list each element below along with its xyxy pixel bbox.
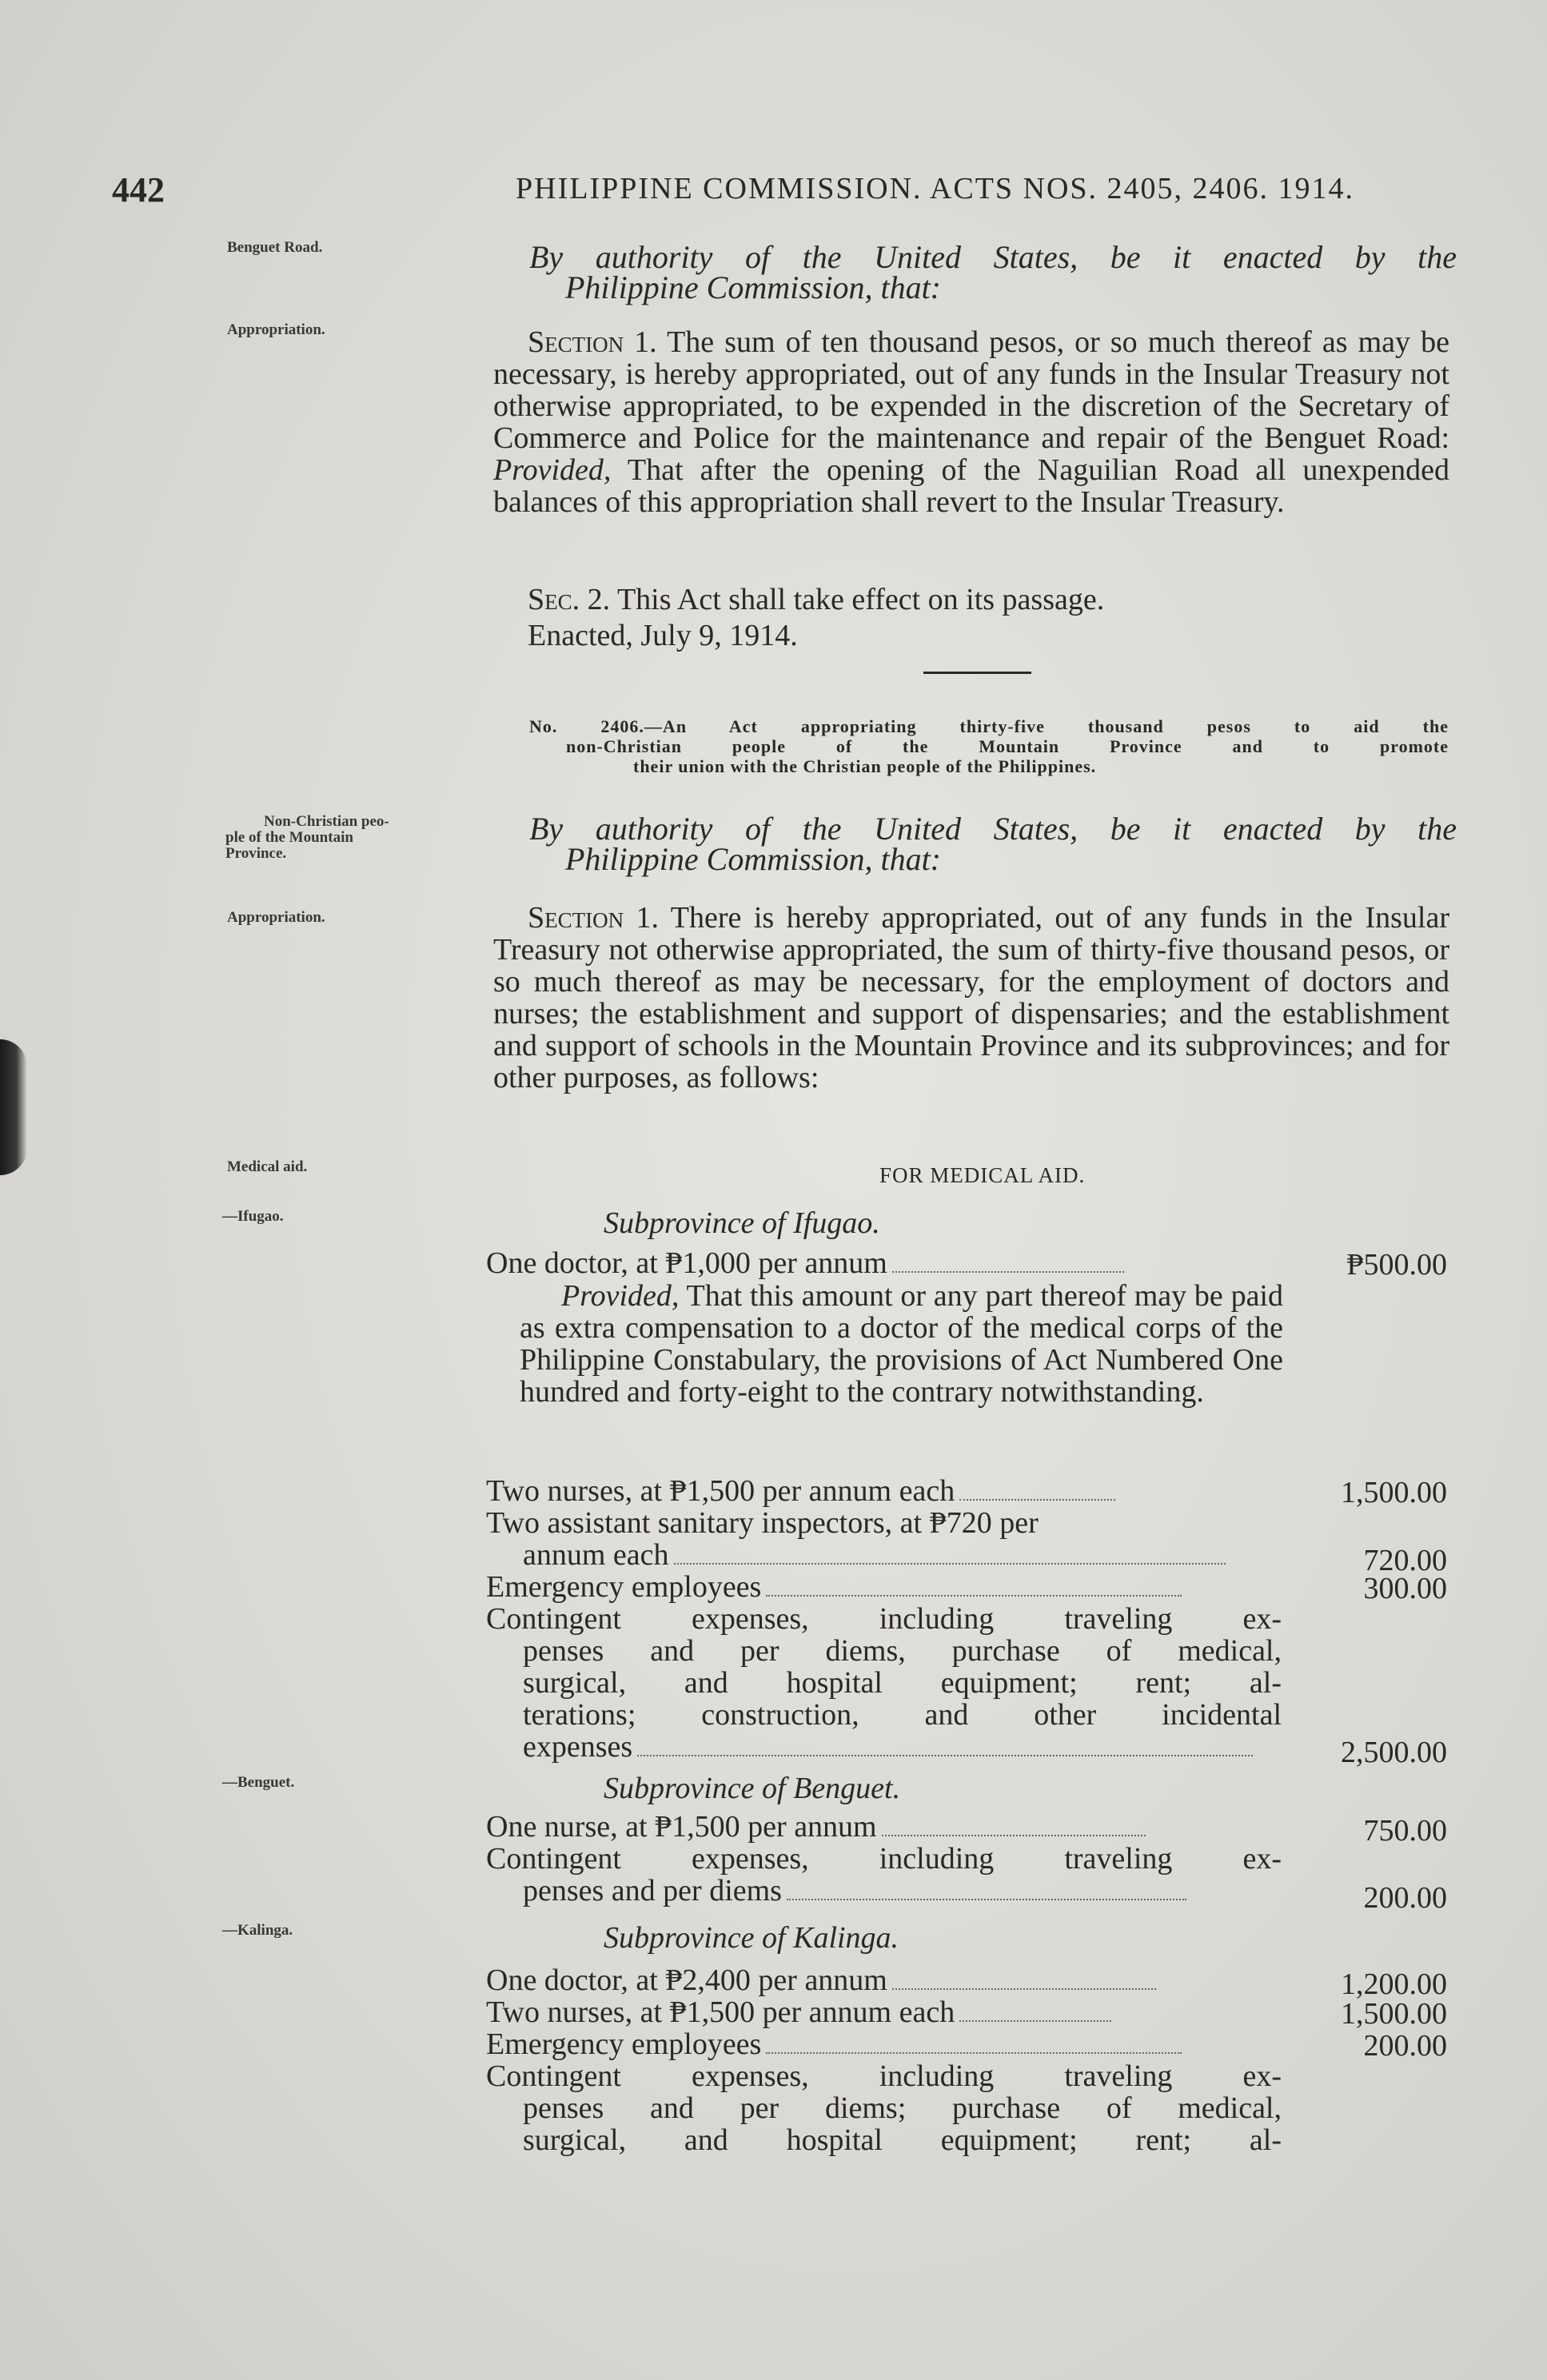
enacted-date: Enacted, July 9, 1914. bbox=[528, 619, 798, 652]
title-line: No. 2406.—An Act appropriating thirty-five thousand pesos to aid the bbox=[529, 716, 1449, 736]
subprovince-ifugao-heading: Subprovince of Ifugao. bbox=[604, 1206, 880, 1240]
item-label-cont bbox=[486, 1731, 1282, 1763]
item-label: penses and per diems; purchase of medical, bbox=[523, 2091, 1282, 2125]
dot-leader bbox=[959, 1499, 1115, 1501]
amount-kalinga-emergency: 200.00 bbox=[1363, 2029, 1447, 2063]
section-divider bbox=[923, 672, 1031, 674]
provided-label: Provided, bbox=[493, 453, 612, 487]
item-label: Emergency employees bbox=[486, 2027, 762, 2061]
amount-ifugao-inspectors: 720.00 bbox=[1363, 1544, 1447, 1577]
amount-ifugao-nurses: 1,500.00 bbox=[1341, 1476, 1447, 1509]
provided-label: Provided, bbox=[561, 1279, 680, 1313]
dot-leader bbox=[766, 2052, 1182, 2054]
running-header: PHILIPPINE COMMISSION. ACTS NOS. 2405, 2406. 1914. bbox=[516, 172, 1355, 205]
section-text: There is hereby appropriated, out of any funds in the Insular Treasury not otherwise appropriated, the sum of thirty-five thousand pesos, or so much thereof as may be necessary, for the employment of doctors and nurses; the establishment and support of dispensaries; and the establishment and support of schools in the Mountain Province and its subprovinces; and for other purposes, as follows: bbox=[493, 901, 1449, 1094]
margin-note-line: ple of the Mountain bbox=[225, 829, 353, 846]
item-label: One nurse, at ₱1,500 per annum bbox=[486, 1810, 877, 1844]
margin-note-line: Province. bbox=[225, 845, 287, 862]
item-label: expenses bbox=[523, 1730, 633, 1764]
margin-note-line: Non-Christian peo- bbox=[264, 813, 389, 830]
item-label: One doctor, at ₱2,400 per annum bbox=[486, 1963, 887, 1997]
dot-leader bbox=[882, 1835, 1146, 1836]
line-item-ifugao-doctor bbox=[486, 1247, 1282, 1279]
enacting-line: Philippine Commission, that: bbox=[565, 841, 941, 877]
title-line: their union with the Christian people of the Philippines. bbox=[633, 756, 1097, 776]
line-item-benguet-contingent bbox=[486, 1843, 1282, 1907]
section-label: Section 1. bbox=[528, 325, 657, 359]
item-label: penses and per diems bbox=[523, 1874, 782, 1908]
amount-benguet-nurse: 750.00 bbox=[1363, 1814, 1447, 1848]
dot-leader bbox=[959, 2020, 1111, 2022]
dot-leader bbox=[766, 1595, 1182, 1597]
item-label: Contingent expenses, including traveling ex- bbox=[486, 1602, 1282, 1636]
amount-kalinga-doctor: 1,200.00 bbox=[1341, 1967, 1447, 2001]
enacting-clause-2406 bbox=[529, 811, 1457, 877]
margin-note-appropriation: Appropriation. bbox=[227, 321, 325, 338]
item-label: Emergency employees bbox=[486, 1570, 762, 1604]
ifugao-proviso bbox=[520, 1280, 1283, 1408]
margin-note-non-christian bbox=[225, 814, 489, 862]
item-label-cont bbox=[486, 1539, 1282, 1571]
dot-leader bbox=[674, 1563, 1226, 1565]
act-2406-title bbox=[529, 716, 1449, 776]
enacting-clause-2405 bbox=[529, 239, 1457, 305]
dot-leader bbox=[787, 1899, 1186, 1900]
dot-leader bbox=[637, 1755, 1253, 1756]
margin-note-appropriation-2: Appropriation. bbox=[227, 909, 325, 926]
title-line: non-Christian people of the Mountain Province and to promote bbox=[566, 736, 1449, 756]
section-label: Sec. 2. bbox=[528, 583, 611, 616]
item-label: surgical, and hospital equipment; rent; al- bbox=[523, 2123, 1282, 2157]
item-label: Contingent expenses, including traveling ex- bbox=[486, 1842, 1282, 1876]
item-label: terations; construction, and other incidental bbox=[523, 1698, 1282, 1732]
act-2405-section-1 bbox=[493, 326, 1449, 518]
medical-aid-heading: FOR MEDICAL AID. bbox=[879, 1163, 1086, 1187]
section-text: This Act shall take effect on its passage. bbox=[616, 583, 1105, 616]
subprovince-kalinga-heading: Subprovince of Kalinga. bbox=[604, 1921, 899, 1955]
margin-note-benguet-road: Benguet Road. bbox=[227, 239, 323, 256]
dot-leader bbox=[892, 1988, 1156, 1990]
amount-kalinga-nurses: 1,500.00 bbox=[1341, 1997, 1447, 2031]
enacting-line: By authority of the United States, be it enacted by the bbox=[529, 239, 1457, 275]
enacting-line: Philippine Commission, that: bbox=[565, 269, 941, 305]
item-label: One doctor, at ₱1,000 per annum bbox=[486, 1246, 887, 1280]
margin-note-kalinga: —Kalinga. bbox=[222, 1922, 293, 1939]
line-item-kalinga-emergency bbox=[486, 2028, 1282, 2060]
act-2405-section-2 bbox=[493, 584, 1449, 616]
item-label: Two nurses, at ₱1,500 per annum each bbox=[486, 1995, 955, 2029]
amount-ifugao-contingent: 2,500.00 bbox=[1341, 1736, 1447, 1769]
act-2406-section-1 bbox=[493, 902, 1449, 1094]
margin-note-ifugao: —Ifugao. bbox=[222, 1208, 284, 1225]
item-label: penses and per diems, purchase of medical, bbox=[523, 1634, 1282, 1668]
item-label: Two assistant sanitary inspectors, at ₱720 per bbox=[486, 1506, 1039, 1540]
margin-note-benguet: —Benguet. bbox=[222, 1774, 295, 1791]
item-label: Contingent expenses, including traveling ex- bbox=[486, 2059, 1282, 2093]
line-item-kalinga-doctor bbox=[486, 1964, 1282, 1996]
page-number: 442 bbox=[112, 170, 165, 209]
item-label-cont bbox=[486, 1875, 1282, 1907]
amount-ifugao-doctor: ₱500.00 bbox=[1346, 1248, 1447, 1282]
amount-benguet-contingent: 200.00 bbox=[1363, 1881, 1447, 1915]
line-item-ifugao-contingent bbox=[486, 1603, 1282, 1763]
line-item-ifugao-inspectors bbox=[486, 1507, 1282, 1571]
line-item-kalinga-contingent bbox=[486, 2060, 1282, 2156]
item-label: Two nurses, at ₱1,500 per annum each bbox=[486, 1474, 955, 1508]
amount-ifugao-emergency: 300.00 bbox=[1363, 1572, 1447, 1605]
section-label: Section 1. bbox=[528, 901, 660, 935]
line-item-ifugao-emergency bbox=[486, 1571, 1282, 1603]
binding-shadow bbox=[0, 1039, 27, 1175]
margin-note-medical-aid: Medical aid. bbox=[227, 1158, 308, 1175]
line-item-ifugao-nurses bbox=[486, 1475, 1282, 1507]
line-item-kalinga-nurses bbox=[486, 1996, 1282, 2028]
section-text: The sum of ten thousand pesos, or so much thereof as may be necessary, is hereby appropriated, out of any funds in the Insular Treasury not otherwise appropriated, to be expended in the discretion of the Secretary of Commerce and Police for the maintenance and repair of the Benguet Road: bbox=[493, 325, 1449, 455]
proviso-text: That this amount or any part thereof may be paid as extra compensation to a doctor of the medical corps of the Philippine Constabulary, the provisions of Act Numbered One hundred and forty-eight to the contrary notwithstanding. bbox=[520, 1279, 1283, 1409]
subprovince-benguet-heading: Subprovince of Benguet. bbox=[604, 1772, 901, 1805]
enacting-line: By authority of the United States, be it enacted by the bbox=[529, 811, 1457, 847]
item-label: surgical, and hospital equipment; rent; al- bbox=[523, 1666, 1282, 1700]
dot-leader bbox=[892, 1271, 1124, 1273]
line-item-benguet-nurse bbox=[486, 1811, 1282, 1843]
item-label: annum each bbox=[523, 1538, 669, 1572]
section-text: That after the opening of the Naguilian Road all unexpended balances of this appropriation shall revert to the Insular Treasury. bbox=[493, 453, 1449, 519]
